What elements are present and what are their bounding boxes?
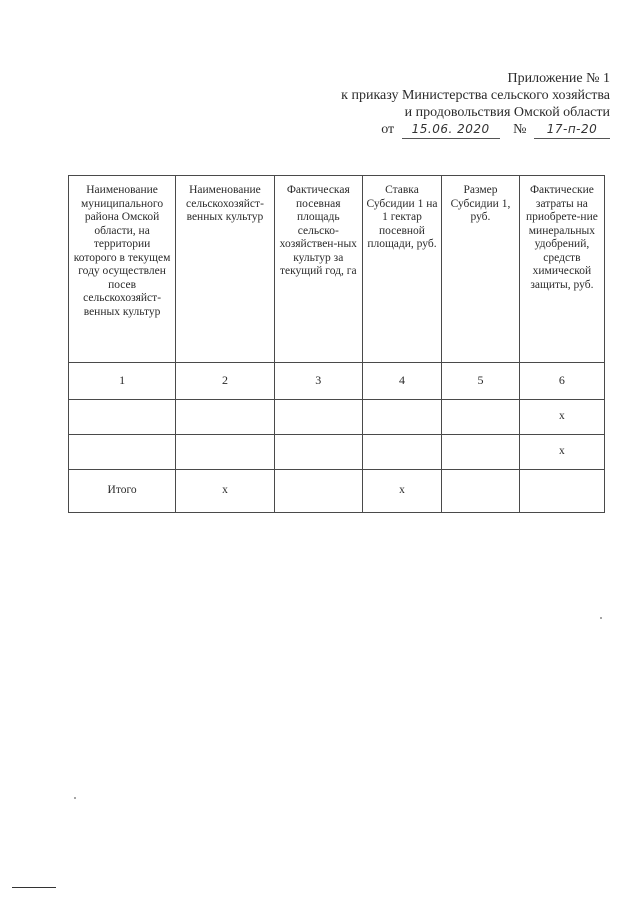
table-cell — [176, 435, 275, 470]
column-number: 2 — [176, 363, 275, 400]
column-number: 1 — [69, 363, 176, 400]
table-cell — [362, 400, 441, 435]
column-header-costs: Фактические затраты на приобрете-ние минеральных удобрений, средств химической защиты, руб. — [519, 176, 604, 363]
column-number: 5 — [442, 363, 520, 400]
column-header-rate: Ставка Субсидии 1 на 1 гектар посевной площади, руб. — [362, 176, 441, 363]
table-cell — [69, 400, 176, 435]
scan-speck — [600, 617, 602, 619]
table-cell — [274, 435, 362, 470]
scan-speck — [74, 797, 76, 799]
table-cell — [274, 470, 362, 513]
table-cell — [274, 400, 362, 435]
table-row — [69, 400, 605, 435]
date-number-line — [280, 121, 610, 139]
order-reference: к приказу Министерства сельского хозяйства — [341, 88, 610, 103]
table-cell — [176, 400, 275, 435]
table-cell: х — [519, 435, 604, 470]
total-row — [69, 470, 605, 513]
column-header-area: Фактическая посевная площадь сельско-хозяйствен-ных культур за текущий год, га — [274, 176, 362, 363]
table-cell — [442, 435, 520, 470]
ministry-name: и продовольствия Омской области — [404, 105, 610, 120]
column-header-crops: Наименование сельскохозяйст-венных культур — [176, 176, 275, 363]
footnote-separator — [12, 887, 56, 888]
table-cell — [519, 470, 604, 513]
table-header-row — [69, 176, 605, 363]
table-cell — [442, 400, 520, 435]
table-cell — [442, 470, 520, 513]
column-number: 4 — [362, 363, 441, 400]
number-sign: № — [513, 122, 527, 137]
column-number: 6 — [519, 363, 604, 400]
table-cell — [69, 435, 176, 470]
total-label: Итого — [69, 470, 176, 513]
handwritten-date: 15.06. 2020 — [402, 121, 500, 139]
table-cell: х — [362, 470, 441, 513]
date-prefix: от — [381, 122, 395, 137]
table-cell: х — [519, 400, 604, 435]
table-cell — [362, 435, 441, 470]
column-number-row — [69, 363, 605, 400]
table-row — [69, 435, 605, 470]
column-header-district: Наименование муниципального района Омской области, на территории которого в текущем году осуществлен посев сельскохозяйст-венных культур — [69, 176, 176, 363]
handwritten-number: 17-п-20 — [534, 121, 610, 139]
document-header — [280, 70, 610, 139]
subsidy-table — [68, 175, 605, 513]
table-cell: х — [176, 470, 275, 513]
appendix-title: Приложение № 1 — [507, 71, 610, 86]
column-number: 3 — [274, 363, 362, 400]
column-header-subsidy-amount: Размер Субсидии 1, руб. — [442, 176, 520, 363]
